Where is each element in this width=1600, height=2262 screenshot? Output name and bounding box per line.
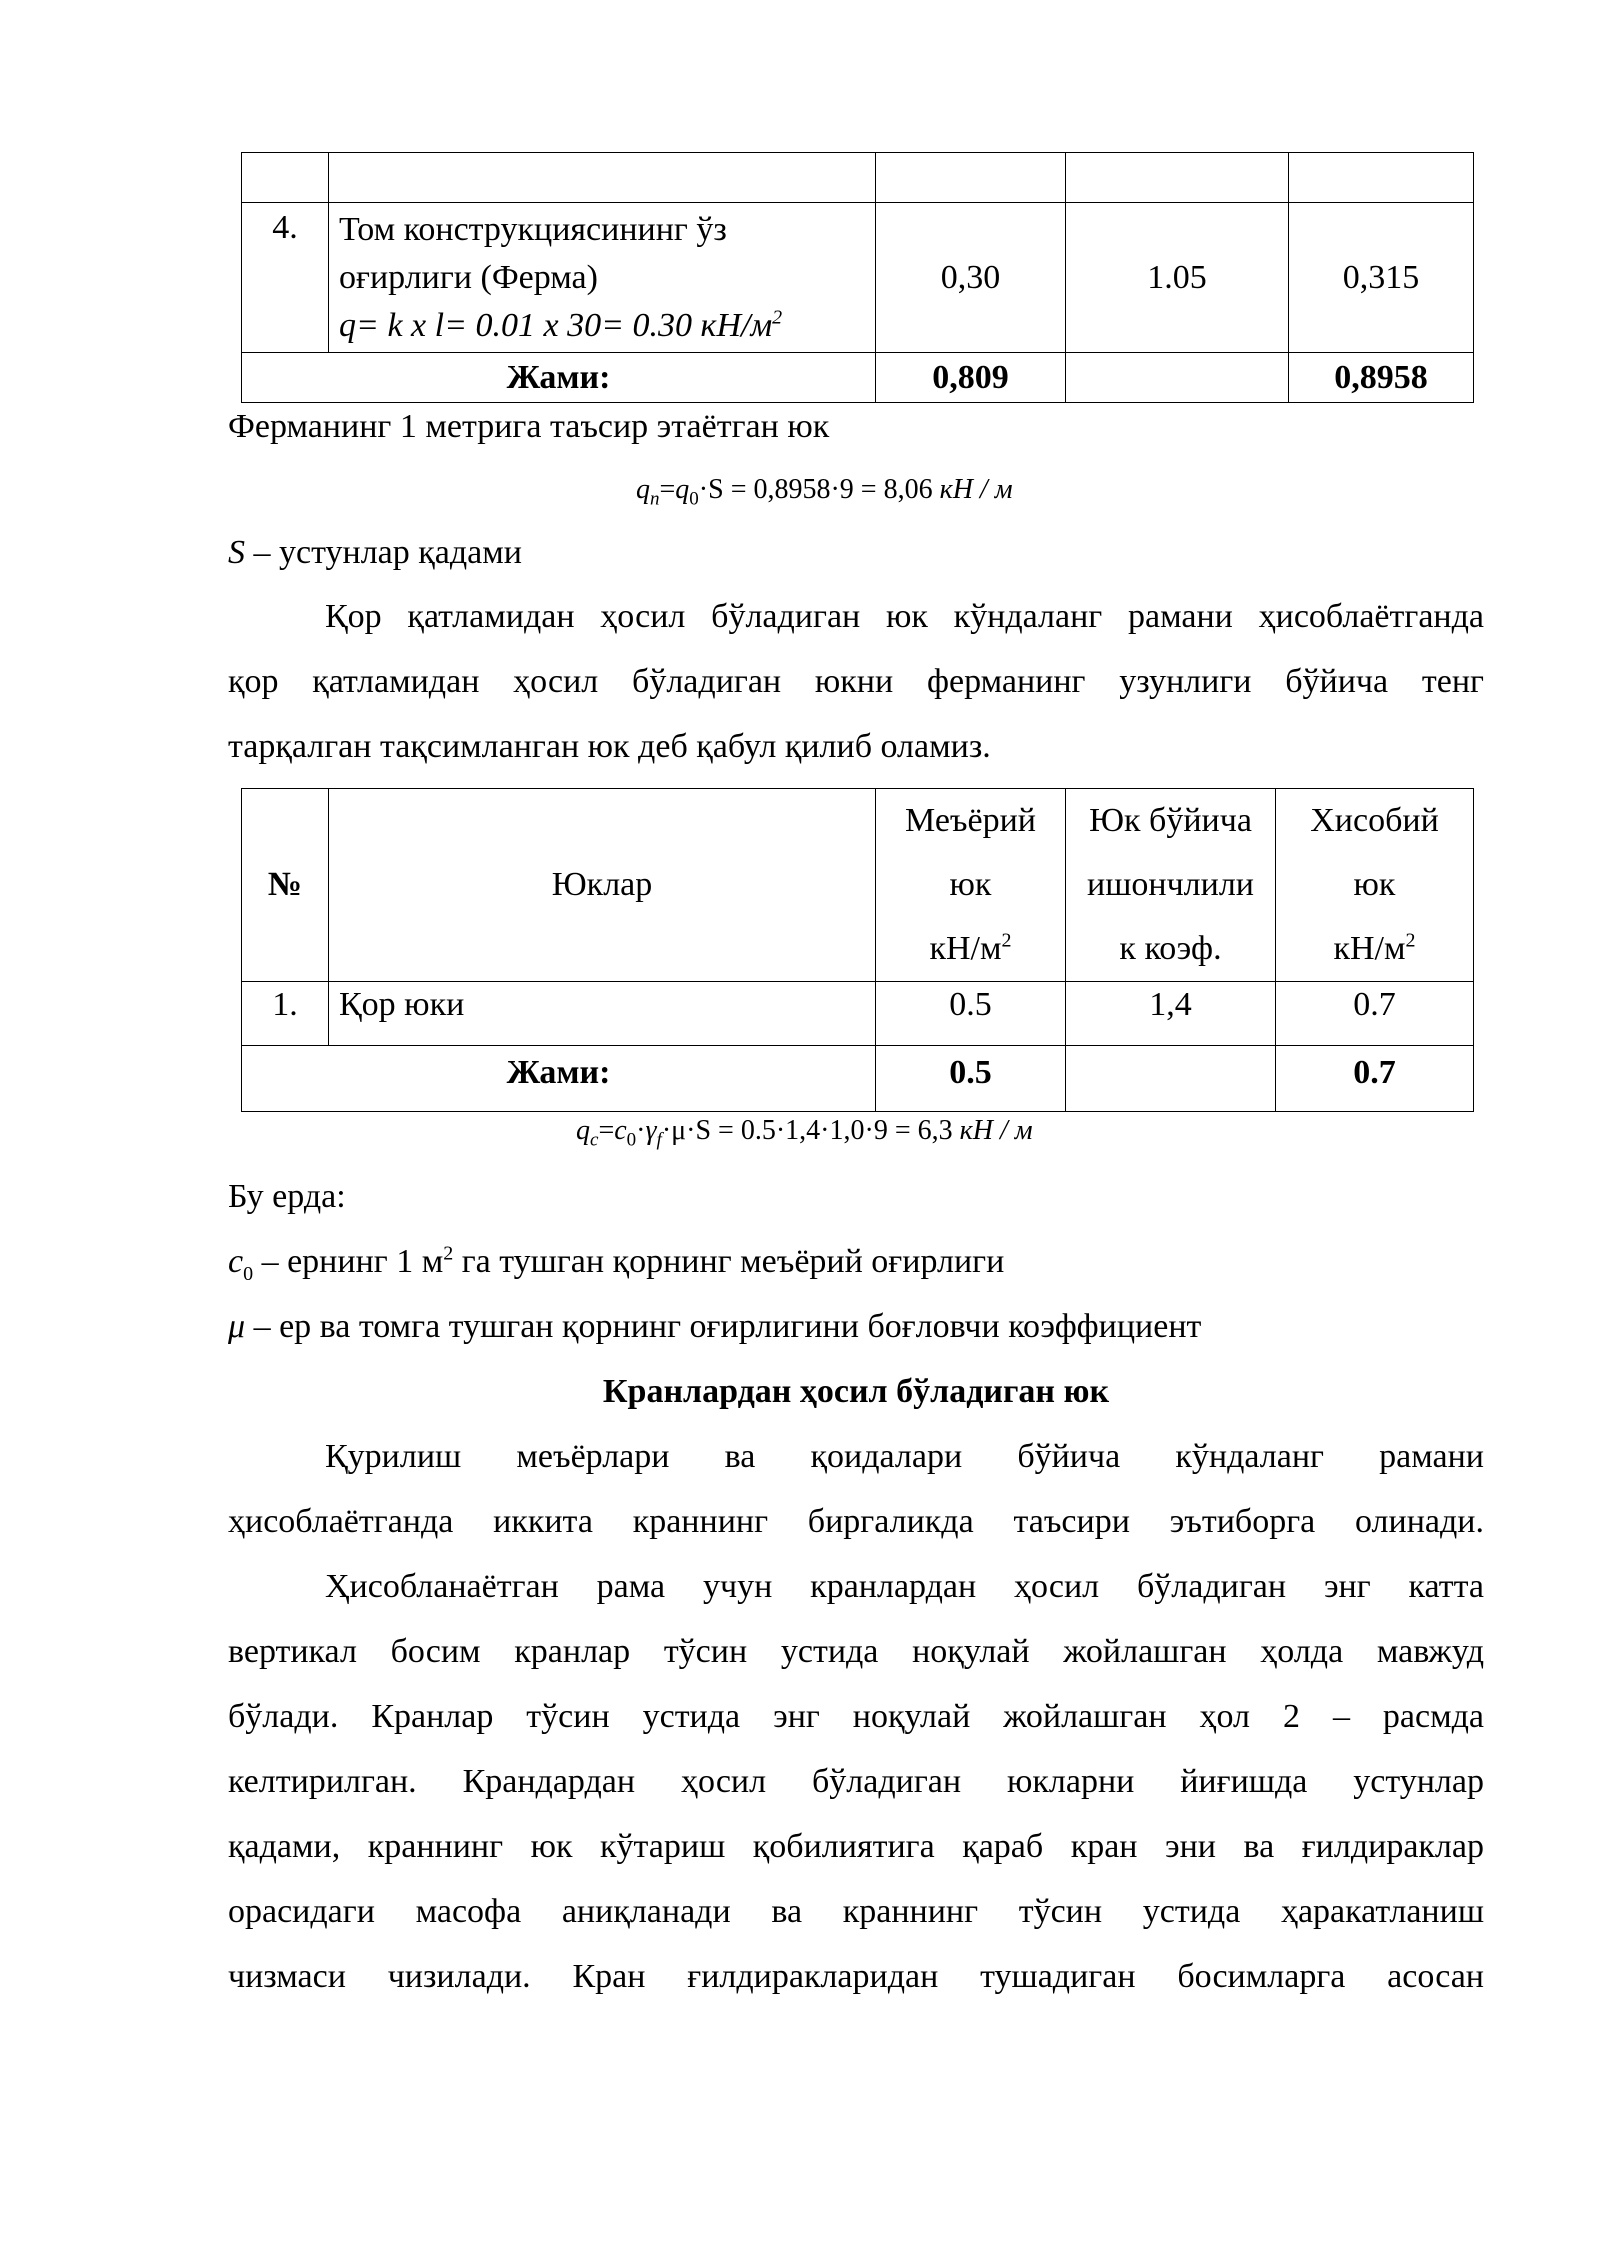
total-label: Жами: bbox=[242, 1046, 876, 1112]
table-row bbox=[242, 203, 1474, 353]
load-formula: q= k x l= 0.01 x 30= 0.30 $кН/м^2$ bbox=[339, 306, 783, 344]
mu-definition: μ – ер ва томга тушган қорнинг оғирлигини боғловчи коэффициент bbox=[228, 1308, 1202, 1345]
text-line: Бу ерда: bbox=[228, 1178, 346, 1215]
row-number: 4. bbox=[242, 203, 329, 353]
total-normative: 0,809 bbox=[876, 353, 1066, 403]
load-name-cell bbox=[329, 203, 876, 353]
header-normative: Меъёрий юк $кН/м^2$ bbox=[876, 789, 1066, 982]
paragraph-line: тарқалган тақсимланган юк деб қабул қилиб оламиз. bbox=[228, 728, 991, 765]
coef-value: 1.05 bbox=[1066, 203, 1289, 353]
total-normative: 0.5 bbox=[876, 1046, 1066, 1112]
table-row-empty bbox=[242, 153, 1474, 203]
header-calc: Хисобий юк $кН/м^2$ bbox=[1276, 789, 1474, 982]
paragraph-line: вертикал босим кранлар тўсин устида ноқулай жойлашган ҳолда мавжуд bbox=[228, 1633, 1484, 1670]
loads-table-snow bbox=[241, 788, 1474, 1112]
load-name-line1: Том конструкциясининг ўз bbox=[339, 210, 727, 248]
load-name-line2: оғирлиги (Ферма) bbox=[339, 258, 598, 296]
header-coef: Юк бўйича ишончлили к коэф. bbox=[1066, 789, 1276, 982]
coef-value: 1,4 bbox=[1066, 982, 1276, 1046]
paragraph-line: ҳисоблаётганда иккита краннинг биргаликда таъсири эътиборга олинади. bbox=[228, 1503, 1484, 1540]
total-calc: 0,8958 bbox=[1289, 353, 1474, 403]
table-total-row bbox=[242, 1046, 1474, 1112]
total-label: Жами: bbox=[242, 353, 876, 403]
table-total-row bbox=[242, 353, 1474, 403]
paragraph-line: Ҳисобланаётган рама учун кранлардан ҳосил бўладиган энг катта bbox=[325, 1568, 1484, 1605]
row-number: 1. bbox=[242, 982, 329, 1046]
normative-value: 0.5 bbox=[876, 982, 1066, 1046]
calc-value: 0,315 bbox=[1289, 203, 1474, 353]
c0-definition: $c_0$ – ернинг 1 $м^2$ га тушган қорнинг меъёрий оғирлиги bbox=[228, 1242, 1005, 1285]
paragraph-line: қадами, краннинг юк кўтариш қобилиятига қараб кран эни ва ғилдираклар bbox=[228, 1828, 1484, 1865]
table-row bbox=[242, 982, 1474, 1046]
loads-table-roof bbox=[241, 152, 1474, 403]
text-line: Ферманинг 1 метрига таъсир этаётган юк bbox=[228, 408, 830, 445]
paragraph-line: Қор қатламидан ҳосил бўладиган юк кўндаланг рамани ҳисоблаётганда bbox=[325, 598, 1484, 635]
formula-qc: $q_c=c_0\cdot\gamma_f\cdot\mu\cdot S = 0.5\cdot 1,4\cdot 1,0\cdot 9 = 6,3$ кН / м bbox=[576, 1115, 1033, 1151]
paragraph-line: келтирилган. Крандардан ҳосил бўладиган юкларни йиғишда устунлар bbox=[228, 1763, 1484, 1800]
header-loads: Юклар bbox=[329, 789, 876, 982]
paragraph-line: бўлади. Кранлар тўсин устида энг ноқулай жойлашган ҳол 2 – расмда bbox=[228, 1698, 1484, 1735]
load-name: Қор юки bbox=[329, 982, 876, 1046]
s-definition: S – устунлар қадами bbox=[228, 534, 522, 571]
section-heading: Кранлардан ҳосил бўладиган юк bbox=[602, 1373, 1110, 1410]
normative-value: 0,30 bbox=[876, 203, 1066, 353]
table-header-row bbox=[242, 789, 1474, 982]
paragraph-line: чизмаси чизилади. Кран ғилдиракларидан тушадиган босимларга асосан bbox=[228, 1958, 1484, 1995]
paragraph-line: Қурилиш меъёрлари ва қоидалари бўйича кўндаланг рамани bbox=[325, 1438, 1484, 1475]
header-number: № bbox=[242, 789, 329, 982]
formula-qn: $q_n=q_0\cdot S = 0,8958\cdot 9 = 8,06$ кН / м bbox=[636, 474, 1013, 510]
paragraph-line: қор қатламидан ҳосил бўладиган юкни ферманинг узунлиги бўйича тенг bbox=[228, 663, 1484, 700]
paragraph-line: орасидаги масофа аниқланади ва краннинг тўсин устида ҳаракатланиш bbox=[228, 1893, 1484, 1930]
calc-value: 0.7 bbox=[1276, 982, 1474, 1046]
total-calc: 0.7 bbox=[1276, 1046, 1474, 1112]
